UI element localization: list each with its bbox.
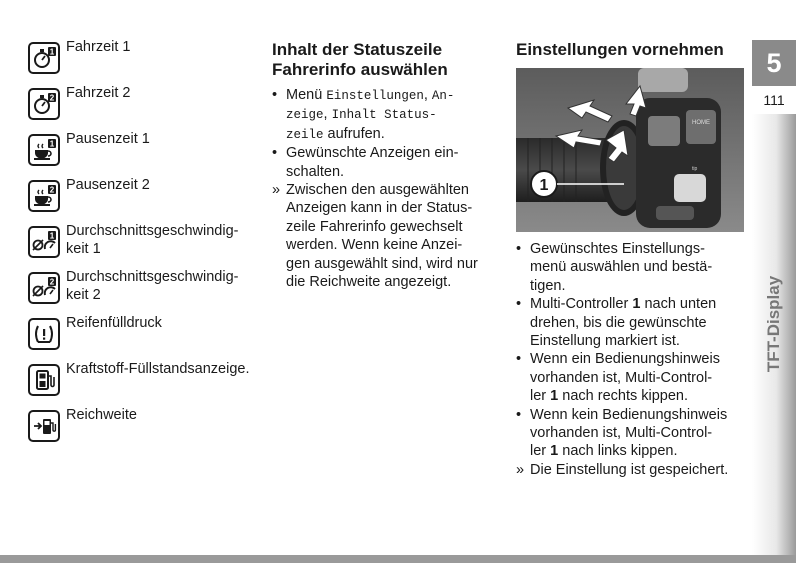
reference-number: 1 [550, 443, 559, 460]
svg-text:1: 1 [49, 47, 55, 57]
title-line: Fahrerinfo auswählen [272, 60, 448, 79]
result-text: Die Einstellung ist gespeichert. [530, 461, 729, 478]
list-item [516, 240, 748, 295]
icon-label [66, 222, 238, 258]
reference-number: 1 [632, 296, 641, 313]
average-speed-2-icon [28, 272, 60, 304]
result-marker: » [516, 461, 525, 478]
list-item [272, 144, 490, 181]
menu-path: Einstellungen [326, 89, 424, 103]
menu-path: zeile [286, 127, 324, 142]
bullet-marker: • [516, 406, 522, 423]
menu-path: An- [431, 89, 455, 103]
step-list [516, 240, 748, 479]
list-item [28, 84, 264, 130]
list-item [516, 350, 748, 405]
step-text: Menü [286, 87, 327, 103]
footer-bar [0, 555, 796, 563]
icon-label: Fahrzeit 1 [66, 39, 131, 55]
tip-label: tip [692, 166, 698, 172]
icon-label [66, 268, 238, 304]
step-text: nach unten [640, 296, 717, 313]
list-item [28, 314, 264, 360]
result-text: zeile Fahrerinfo gewechselt [286, 218, 463, 235]
list-item [516, 461, 748, 479]
tire-pressure-icon [28, 318, 60, 350]
step-text: nach links kippen. [558, 443, 678, 460]
coffee-cup-2-icon [28, 180, 60, 212]
step-text: nach rechts kippen. [558, 388, 689, 405]
step-text: ler [530, 443, 551, 460]
step-list [272, 86, 490, 291]
icon-label: Fahrzeit 2 [66, 85, 131, 101]
list-item [516, 295, 748, 350]
icon-label: Reifenfülldruck [66, 315, 162, 331]
icon-list [28, 38, 264, 452]
reference-number: 1 [550, 388, 559, 405]
bullet-marker: • [516, 351, 522, 368]
chapter-title: TFT-Display [764, 275, 783, 373]
bullet-marker: • [516, 296, 522, 313]
label-line: Durchschnittsgeschwindig- [66, 269, 239, 285]
list-item [28, 268, 264, 314]
step-text: vorhanden ist, Multi-Control- [530, 369, 713, 386]
fuel-gauge-icon [28, 364, 60, 396]
multi-controller-photo [516, 68, 744, 232]
range-icon [28, 410, 60, 442]
result-text: werden. Wenn keine Anzei- [286, 237, 463, 254]
svg-text:1: 1 [49, 139, 55, 149]
svg-text:2: 2 [49, 93, 55, 103]
average-speed-1-icon [28, 226, 60, 258]
svg-text:2: 2 [49, 277, 55, 287]
result-marker: » [272, 182, 281, 199]
step-text: drehen, bis die gewünschte [530, 314, 707, 331]
svg-text:1: 1 [49, 231, 55, 241]
stopwatch-2-icon [28, 88, 60, 120]
list-item [28, 176, 264, 222]
result-text: die Reichweite angezeigt. [286, 274, 452, 291]
step-text: tigen. [530, 277, 566, 294]
list-item [516, 406, 748, 461]
step-text: Wenn ein Bedienungshinweis [530, 351, 720, 368]
list-item [28, 406, 264, 452]
menu-path: Inhalt Status- [331, 108, 437, 123]
result-text: Anzeigen kann in der Status- [286, 200, 473, 217]
menu-path: zeige [286, 108, 324, 123]
list-item [28, 360, 264, 406]
stopwatch-1-icon [28, 42, 60, 74]
bullet-marker: • [516, 241, 522, 257]
section-status-line [272, 40, 490, 291]
label-line: Durchschnittsgeschwindig- [66, 223, 239, 239]
result-text: gen ausgewählt sind, wird nur [286, 255, 478, 272]
chapter-sidebar [752, 40, 796, 562]
list-item [28, 38, 264, 84]
step-text: Gewünschtes Einstellungs- [530, 241, 705, 257]
chapter-number: 5 [752, 40, 796, 86]
bullet-marker: • [272, 145, 278, 162]
icon-label: Kraftstoff-Füllstandsanzeige. [66, 361, 250, 377]
step-text: aufrufen. [323, 125, 385, 142]
svg-text:2: 2 [49, 185, 55, 195]
section-settings [516, 40, 748, 479]
step-text: , [323, 106, 332, 123]
page-number: 111 [752, 86, 796, 114]
coffee-cup-1-icon [28, 134, 60, 166]
label-line: keit 2 [66, 287, 101, 303]
label-line: keit 1 [66, 241, 101, 257]
step-text: schalten. [286, 163, 345, 180]
list-item [272, 86, 490, 144]
step-text: ler [530, 388, 551, 405]
list-item [28, 222, 264, 268]
section-title: Einstellungen vornehmen [516, 40, 724, 59]
step-text: vorhanden ist, Multi-Control- [530, 425, 713, 442]
step-text: menü auswählen und bestä- [530, 259, 713, 276]
step-text: Wenn kein Bedienungshinweis [530, 406, 728, 423]
icon-label: Pausenzeit 1 [66, 131, 150, 147]
list-item [272, 181, 490, 291]
step-text: Multi-Controller [530, 296, 633, 313]
step-text: Einstellung markiert ist. [530, 333, 680, 350]
step-text: , [423, 87, 432, 103]
icon-label: Pausenzeit 2 [66, 177, 150, 193]
icon-label: Reichweite [66, 407, 137, 423]
bullet-marker: • [272, 87, 278, 103]
list-item [28, 130, 264, 176]
step-text: Gewünschte Anzeigen ein- [286, 145, 459, 162]
title-line: Inhalt der Statuszeile [272, 40, 443, 59]
chapter-tab [752, 114, 796, 562]
result-text: Zwischen den ausgewählten [286, 182, 469, 199]
section-title [272, 40, 490, 80]
home-button-label: HOME [692, 120, 710, 126]
callout-number: 1 [539, 177, 549, 194]
